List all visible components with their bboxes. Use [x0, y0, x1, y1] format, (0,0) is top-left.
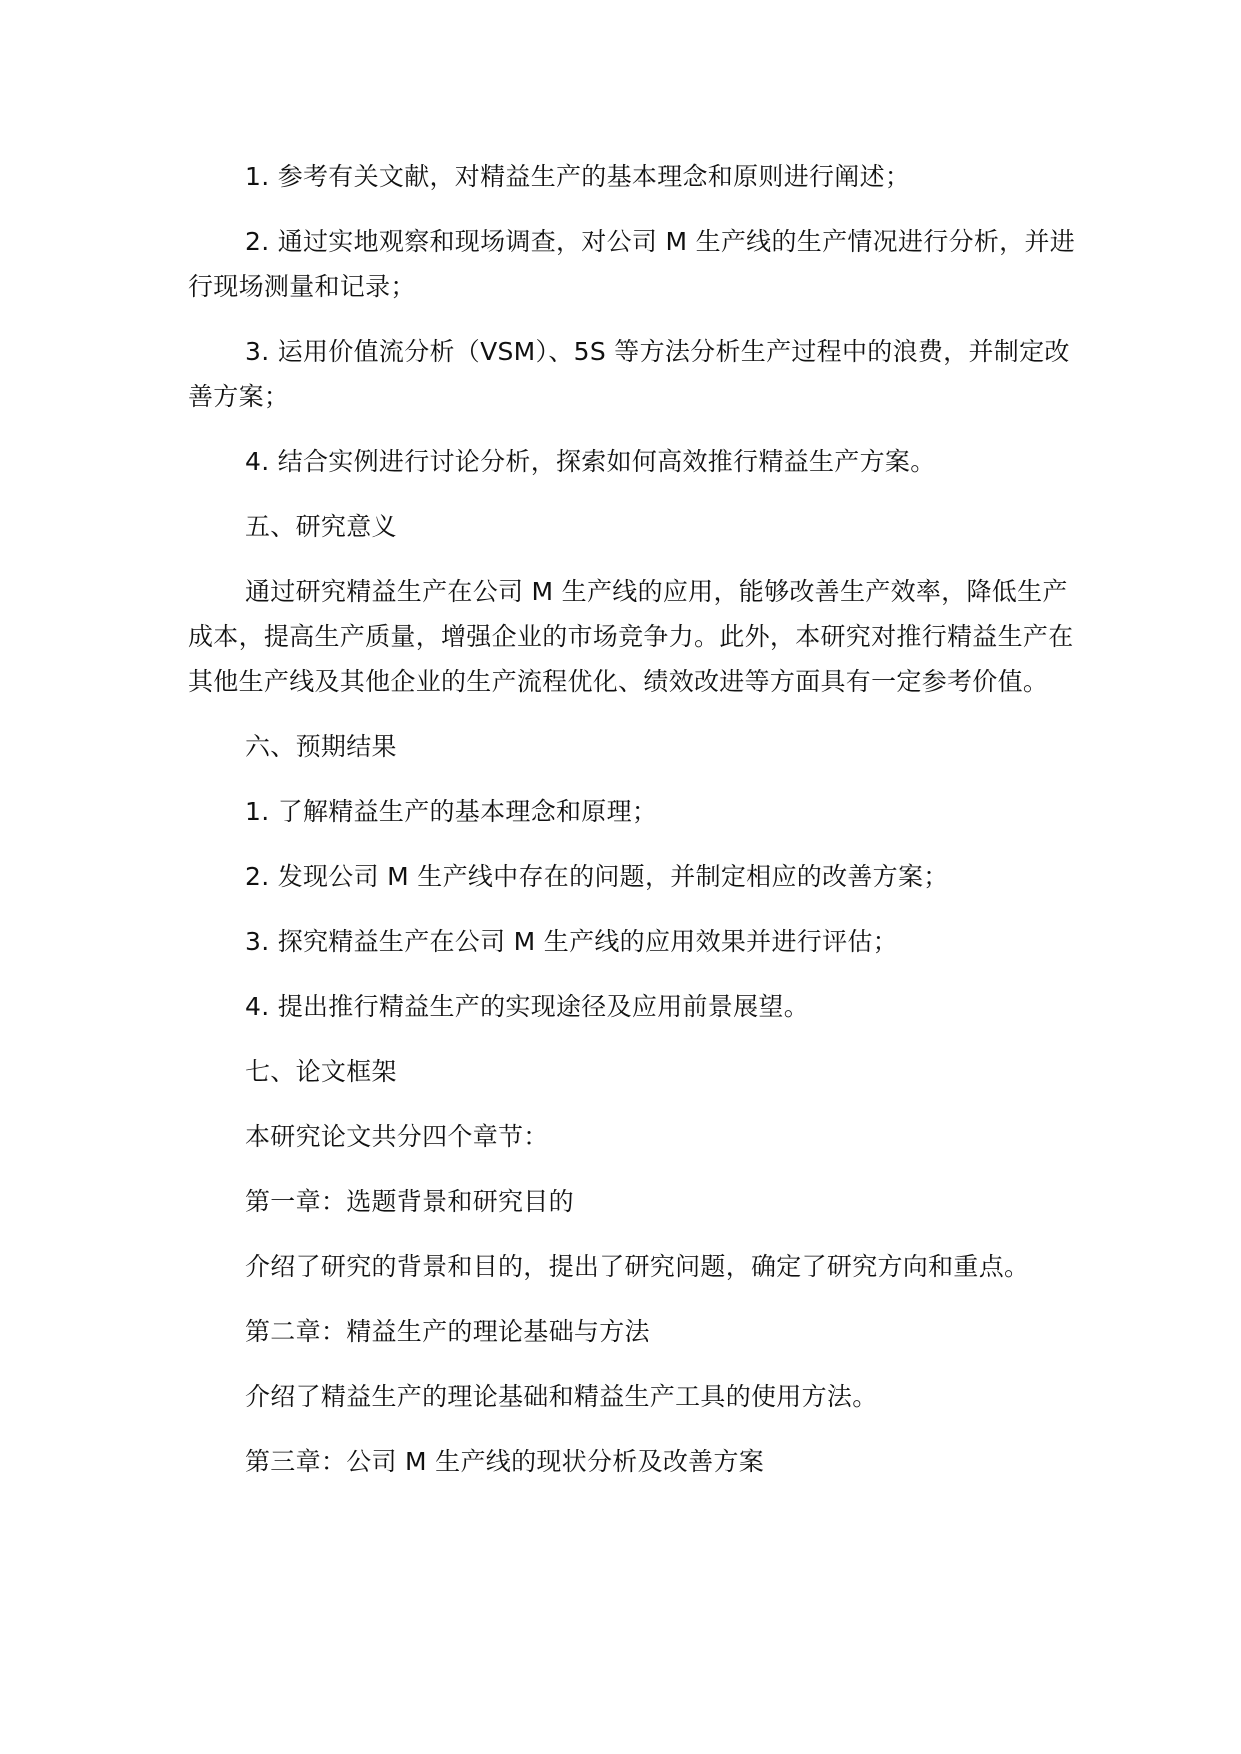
- chapter-3-title: 第三章：公司 M 生产线的现状分析及改善方案: [245, 1447, 765, 1476]
- framework-intro: 本研究论文共分四个章节：: [245, 1122, 549, 1151]
- chapter-2-title: 第二章：精益生产的理论基础与方法: [245, 1317, 650, 1346]
- section-heading-significance: 五、研究意义: [245, 512, 397, 541]
- significance-paragraph: 通过研究精益生产在公司 M 生产线的应用，能够改善生产效率，降低生产成本，提高生产质量，增强企业的市场竞争力。此外，本研究对推行精益生产在其他生产线及其他企业的生产流程优化、绩效改进等方面具有一定参考价值。: [188, 577, 1074, 696]
- section-heading-framework: 七、论文框架: [245, 1057, 397, 1086]
- chapter-1-title: 第一章：选题背景和研究目的: [245, 1187, 574, 1216]
- list-item-method-1: 1. 参考有关文献，对精益生产的基本理念和原则进行阐述；: [245, 162, 911, 191]
- list-item-method-2: 2. 通过实地观察和现场调查，对公司 M 生产线的生产情况进行分析，并进行现场测量和记录；: [188, 227, 1076, 301]
- list-item-result-3: 3. 探究精益生产在公司 M 生产线的应用效果并进行评估；: [245, 927, 898, 956]
- list-item-result-1: 1. 了解精益生产的基本理念和原理；: [245, 797, 658, 826]
- list-item-result-4: 4. 提出推行精益生产的实现途径及应用前景展望。: [245, 992, 810, 1021]
- document-body: [188, 154, 1078, 1484]
- list-item-method-4: 4. 结合实例进行讨论分析，探索如何高效推行精益生产方案。: [245, 447, 936, 476]
- list-item-method-3: 3. 运用价值流分析（VSM）、5S 等方法分析生产过程中的浪费，并制定改善方案；: [188, 337, 1070, 411]
- chapter-1-description: 介绍了研究的背景和目的，提出了研究问题，确定了研究方向和重点。: [245, 1252, 1030, 1281]
- section-heading-expected-results: 六、预期结果: [245, 732, 397, 761]
- chapter-2-description: 介绍了精益生产的理论基础和精益生产工具的使用方法。: [245, 1382, 878, 1411]
- list-item-result-2: 2. 发现公司 M 生产线中存在的问题，并制定相应的改善方案；: [245, 862, 949, 891]
